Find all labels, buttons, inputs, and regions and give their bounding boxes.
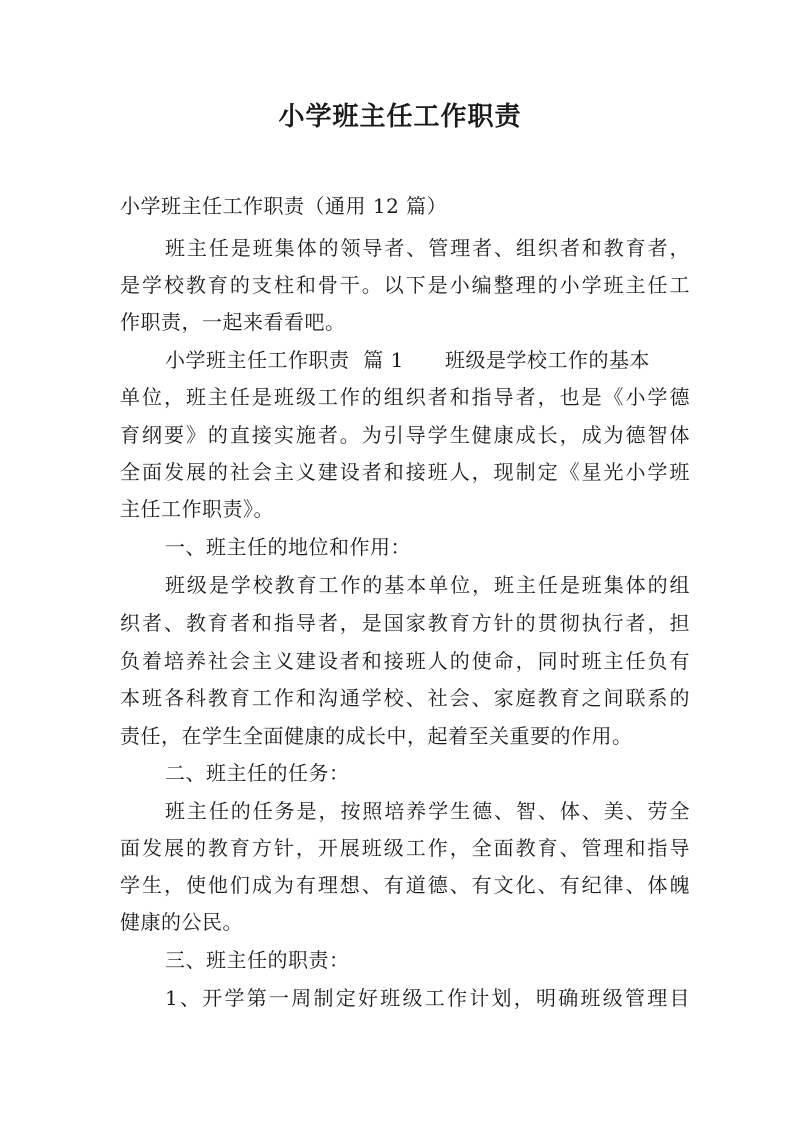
paragraph-line: 学生，使他们成为有理想、有道德、有文化、有纪律、体魄 xyxy=(120,873,690,897)
paragraph-line: 班主任的任务是，按照培养学生德、智、体、美、劳全 xyxy=(165,799,690,823)
paragraph-line: 主任工作职责》。 xyxy=(120,497,274,521)
paragraph-line: 健康的公民。 xyxy=(120,910,243,934)
paragraph-line: 面发展的教育方针，开展班级工作，全面教育、管理和指导 xyxy=(120,836,690,860)
paragraph-line: 负着培养社会主义建设者和接班人的使命，同时班主任负有 xyxy=(120,649,690,673)
paragraph-line: 织者、教育者和指导者，是国家教育方针的贯彻执行者，担 xyxy=(120,611,690,635)
page-title: 小学班主任工作职责 xyxy=(278,102,522,132)
paragraph-line: 本班各科教育工作和沟通学校、社会、家庭教育之间联系的 xyxy=(120,686,690,710)
paragraph-line: 责任，在学生全面健康的成长中，起着至关重要的作用。 xyxy=(120,724,633,748)
paragraph-line: 班级是学校教育工作的基本单位，班主任是班集体的组 xyxy=(165,573,690,597)
section-heading: 三、班主任的职责： xyxy=(165,948,350,972)
paragraph-line: 育纲要》的直接实施者。为引导学生健康成长，成为德智体 xyxy=(120,423,690,447)
paragraph-line: 是学校教育的支柱和骨干。以下是小编整理的小学班主任工 xyxy=(120,273,690,297)
paragraph-line: 全面发展的社会主义建设者和接班人，现制定《星光小学班 xyxy=(120,460,690,484)
paragraph-line: 1、开学第一周制定好班级工作计划，明确班级管理目 xyxy=(165,986,690,1010)
subtitle-line: 小学班主任工作职责（通用 12 篇） xyxy=(120,194,448,218)
section-heading: 一、班主任的地位和作用： xyxy=(165,535,411,559)
paragraph-line: 作职责，一起来看看吧。 xyxy=(120,310,346,334)
paragraph-line: 单位，班主任是班级工作的组织者和指导者，也是《小学德 xyxy=(120,385,690,409)
section-heading-line: 小学班主任工作职责 篇 1 班级是学校工作的基本 xyxy=(165,348,650,372)
section-heading: 二、班主任的任务： xyxy=(165,761,350,785)
paragraph-line: 班主任是班集体的领导者、管理者、组织者和教育者， xyxy=(165,236,690,260)
